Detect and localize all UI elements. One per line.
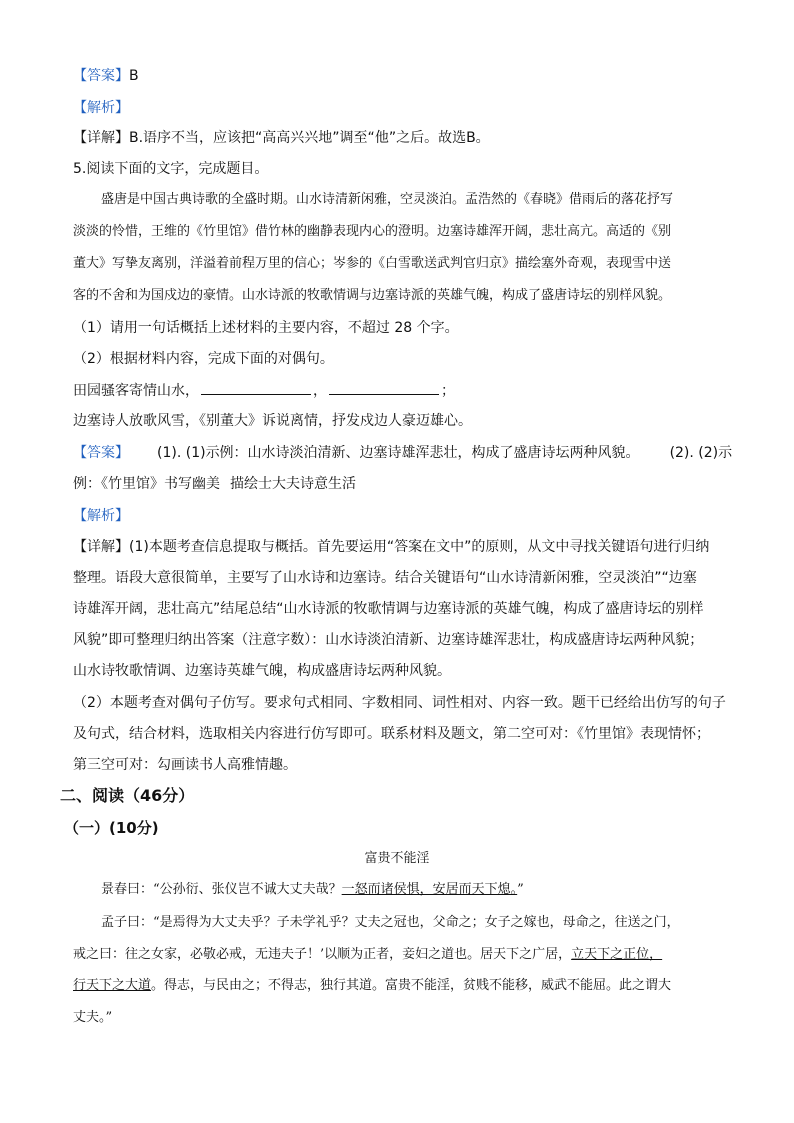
detail-line: 风貌”即可整理归纳出答案（注意字数）：山水诗淡泊清新、边塞诗雄浑悲壮，构成盛唐诗坛两种风貌；	[73, 632, 704, 648]
passage-line: 盛唐是中国古典诗歌的全盛时期。山水诗清新闲雅，空灵淡泊。孟浩然的《春晓》借雨后的落花抒写	[101, 192, 674, 207]
couplet-prompt: 田园骚客寄情山水，	[73, 383, 199, 399]
analysis-line	[73, 506, 129, 526]
couplet-line-1	[73, 380, 455, 401]
detail-tag: 【详解】	[73, 130, 129, 146]
subsection-heading: （一）(10分)	[64, 819, 159, 837]
essay-text: 戒之曰：往之女家，必敬必戒，无违夫子！’以顺为正者，妾妇之道也。居天下之广居，	[73, 947, 572, 962]
detail-line	[73, 128, 490, 148]
detail-line	[73, 537, 709, 557]
passage-line: 董大》写挚友离别，洋溢着前程万里的信心；岑参的《白雪歌送武判官归京》描绘塞外奇观，表现雪中送	[73, 256, 672, 271]
answer-line	[73, 443, 732, 463]
essay-line: 孟子曰：“是焉得为大丈夫乎？子未学礼乎？丈夫之冠也，父命之；女子之嫁也，母命之，往送之门，	[101, 915, 680, 930]
detail-line: 第三空可对：勾画读书人高雅情趣。	[73, 757, 297, 773]
detail-line: 及句式，结合材料，选取相关内容进行仿写即可。联系材料及题文，第二空可对：《竹里馆》表现情怀；	[73, 726, 710, 742]
detail-line: 山水诗牧歌情调、边塞诗英雄气魄，构成盛唐诗坛两种风貌。	[73, 663, 451, 679]
answer-tag: 【答案】	[73, 68, 129, 84]
answer-part-2: (2). (2)示	[669, 445, 733, 461]
section-heading: 二、阅读（46分）	[60, 786, 195, 805]
essay-text: ”	[517, 882, 524, 897]
detail-line: 整理。语段大意很简单，主要写了山水诗和边塞诗。结合关键语句“山水诗清新闲雅，空灵淡泊”“边塞	[73, 570, 697, 586]
analysis-line	[73, 98, 129, 118]
underlined-text: 立天下之正位，	[571, 947, 663, 962]
passage-line: 客的不舍和为国戍边的豪情。山水诗派的牧歌情调与边塞诗派的英雄气魄，构成了盛唐诗坛的别样风貌。	[73, 288, 672, 303]
detail-text: (1)本题考查信息提取与概括。首先要运用“答案在文中”的原则，从文中寻找关键语句进行归纳	[129, 539, 710, 555]
answer-cont-b: 描绘士大夫诗意生活	[230, 476, 356, 492]
analysis-tag: 【解析】	[73, 100, 129, 116]
answer-part-1: (1). (1)示例：山水诗淡泊清新、边塞诗雄浑悲壮，构成了盛唐诗坛两种风貌。	[157, 445, 640, 461]
detail-tag: 【详解】	[73, 539, 129, 555]
essay-text: 景春曰：“公孙衍、张仪岂不诚大丈夫哉？	[101, 882, 342, 897]
question-5-1: （1）请用一句话概括上述材料的主要内容，不超过 28 个字。	[73, 320, 459, 336]
answer-tag: 【答案】	[73, 445, 129, 461]
detail-line: （2）本题考查对偶句子仿写。要求句式相同、字数相同、词性相对、内容一致。题干已经给出仿写的句子	[73, 695, 726, 711]
answer-continuation	[73, 474, 356, 494]
answer-text: B	[129, 68, 139, 84]
answer-cont-a: 例：《竹里馆》书写幽美	[73, 476, 220, 492]
passage-line: 淡淡的怜惜，王维的《竹里馆》借竹林的幽静表现内心的澄明。边塞诗雄浑开阔，悲壮高亢。高适的《别	[73, 224, 672, 239]
essay-line	[73, 976, 671, 996]
essay-paragraph-1	[101, 880, 524, 900]
fill-blank-2[interactable]	[329, 380, 439, 395]
question-5-2: （2）根据材料内容，完成下面的对偶句。	[73, 351, 334, 367]
underlined-text: 行天下之大道	[73, 978, 152, 993]
couplet-line-2: 边塞诗人放歌风雪，《别董大》诉说离情，抒发戍边人豪迈雄心。	[73, 413, 472, 429]
essay-line: 丈夫。”	[73, 1010, 113, 1025]
essay-line	[73, 945, 662, 965]
analysis-tag: 【解析】	[73, 508, 129, 524]
answer-line	[73, 66, 139, 86]
essay-text: 。得志，与民由之；不得志，独行其道。富贵不能淫，贫贱不能移，威武不能屈。此之谓大	[151, 978, 672, 993]
detail-line: 诗雄浑开阔，悲壮高亢”结尾总结“山水诗派的牧歌情调与边塞诗派的英雄气魄，构成了盛唐诗坛的别样	[73, 601, 704, 617]
underlined-text: 一怒而诸侯惧，安居而天下熄。	[341, 882, 518, 897]
essay-title: 富贵不能淫	[364, 851, 430, 866]
question-5-title: 5.阅读下面的文字，完成题目。	[73, 161, 269, 177]
couplet-comma: ，	[313, 383, 327, 399]
detail-text: B.语序不当，应该把“高高兴兴地”调至“他”之后。故选B。	[129, 130, 490, 146]
couplet-semicolon: ；	[441, 383, 455, 399]
fill-blank-1[interactable]	[201, 380, 311, 395]
